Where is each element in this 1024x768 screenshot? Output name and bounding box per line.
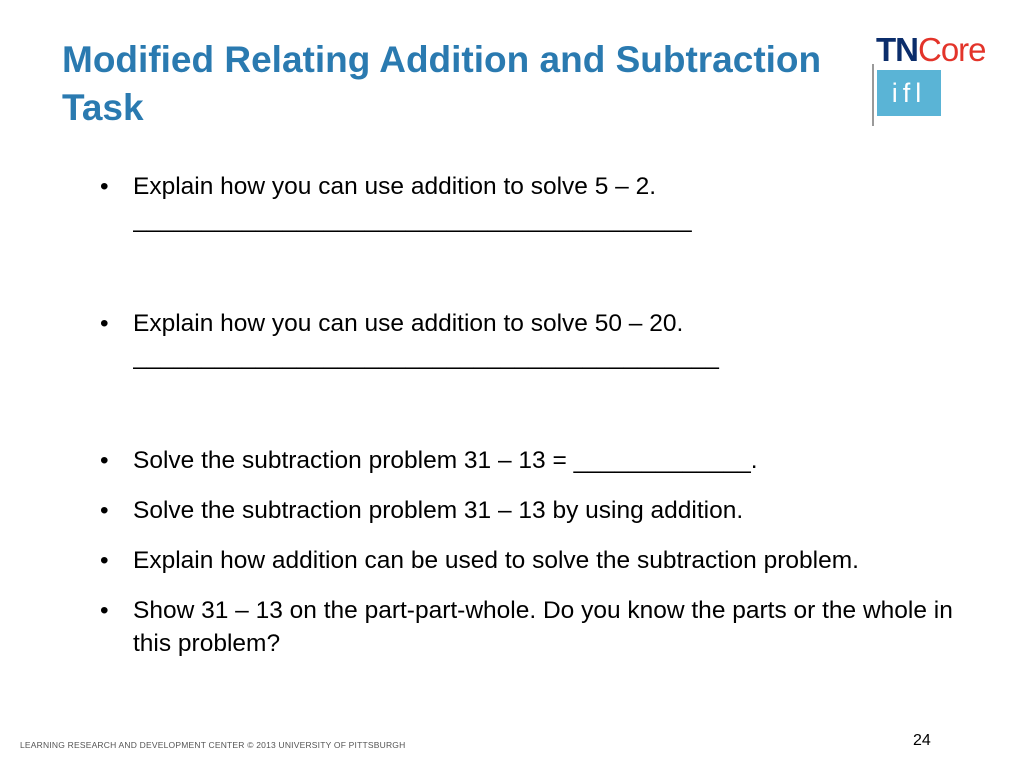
list-item <box>100 594 960 660</box>
bullet-text: Show 31 – 13 on the part-part-whole. Do you know the parts or the whole in this problem? <box>133 597 953 657</box>
logo-core-text: Core <box>918 31 986 68</box>
page-number: 24 <box>913 732 931 749</box>
logo-tn-text: TN <box>876 31 918 68</box>
tncore-wordmark <box>876 30 986 70</box>
list-item <box>100 444 960 477</box>
bullet-text: Explain how you can use addition to solve 50 – 20. <box>133 310 684 337</box>
bullet-text: Explain how you can use addition to solve 5 – 2. <box>133 173 657 200</box>
logo-divider <box>872 64 874 126</box>
bullet-text: Explain how addition can be used to solve the subtraction problem. <box>133 547 859 574</box>
logo-ifl-badge: ifl <box>877 70 941 116</box>
task-bullet-list <box>100 170 960 660</box>
list-item <box>100 307 960 373</box>
answer-blank-line: _________________________________________ <box>133 206 692 233</box>
list-item <box>100 544 960 577</box>
tncore-ifl-logo <box>860 28 1010 128</box>
answer-blank-line: ___________________________________________ <box>133 343 719 370</box>
list-item <box>100 494 960 527</box>
slide-title: Modified Relating Addition and Subtraction Task <box>62 39 822 128</box>
list-item <box>100 170 960 236</box>
bullet-text: Solve the subtraction problem 31 – 13 by using addition. <box>133 497 744 524</box>
slide-footer: LEARNING RESEARCH AND DEVELOPMENT CENTER © 2013 UNIVERSITY OF PITTSBURGH <box>20 740 406 750</box>
bullet-text: Solve the subtraction problem 31 – 13 = _____________. <box>133 447 758 474</box>
